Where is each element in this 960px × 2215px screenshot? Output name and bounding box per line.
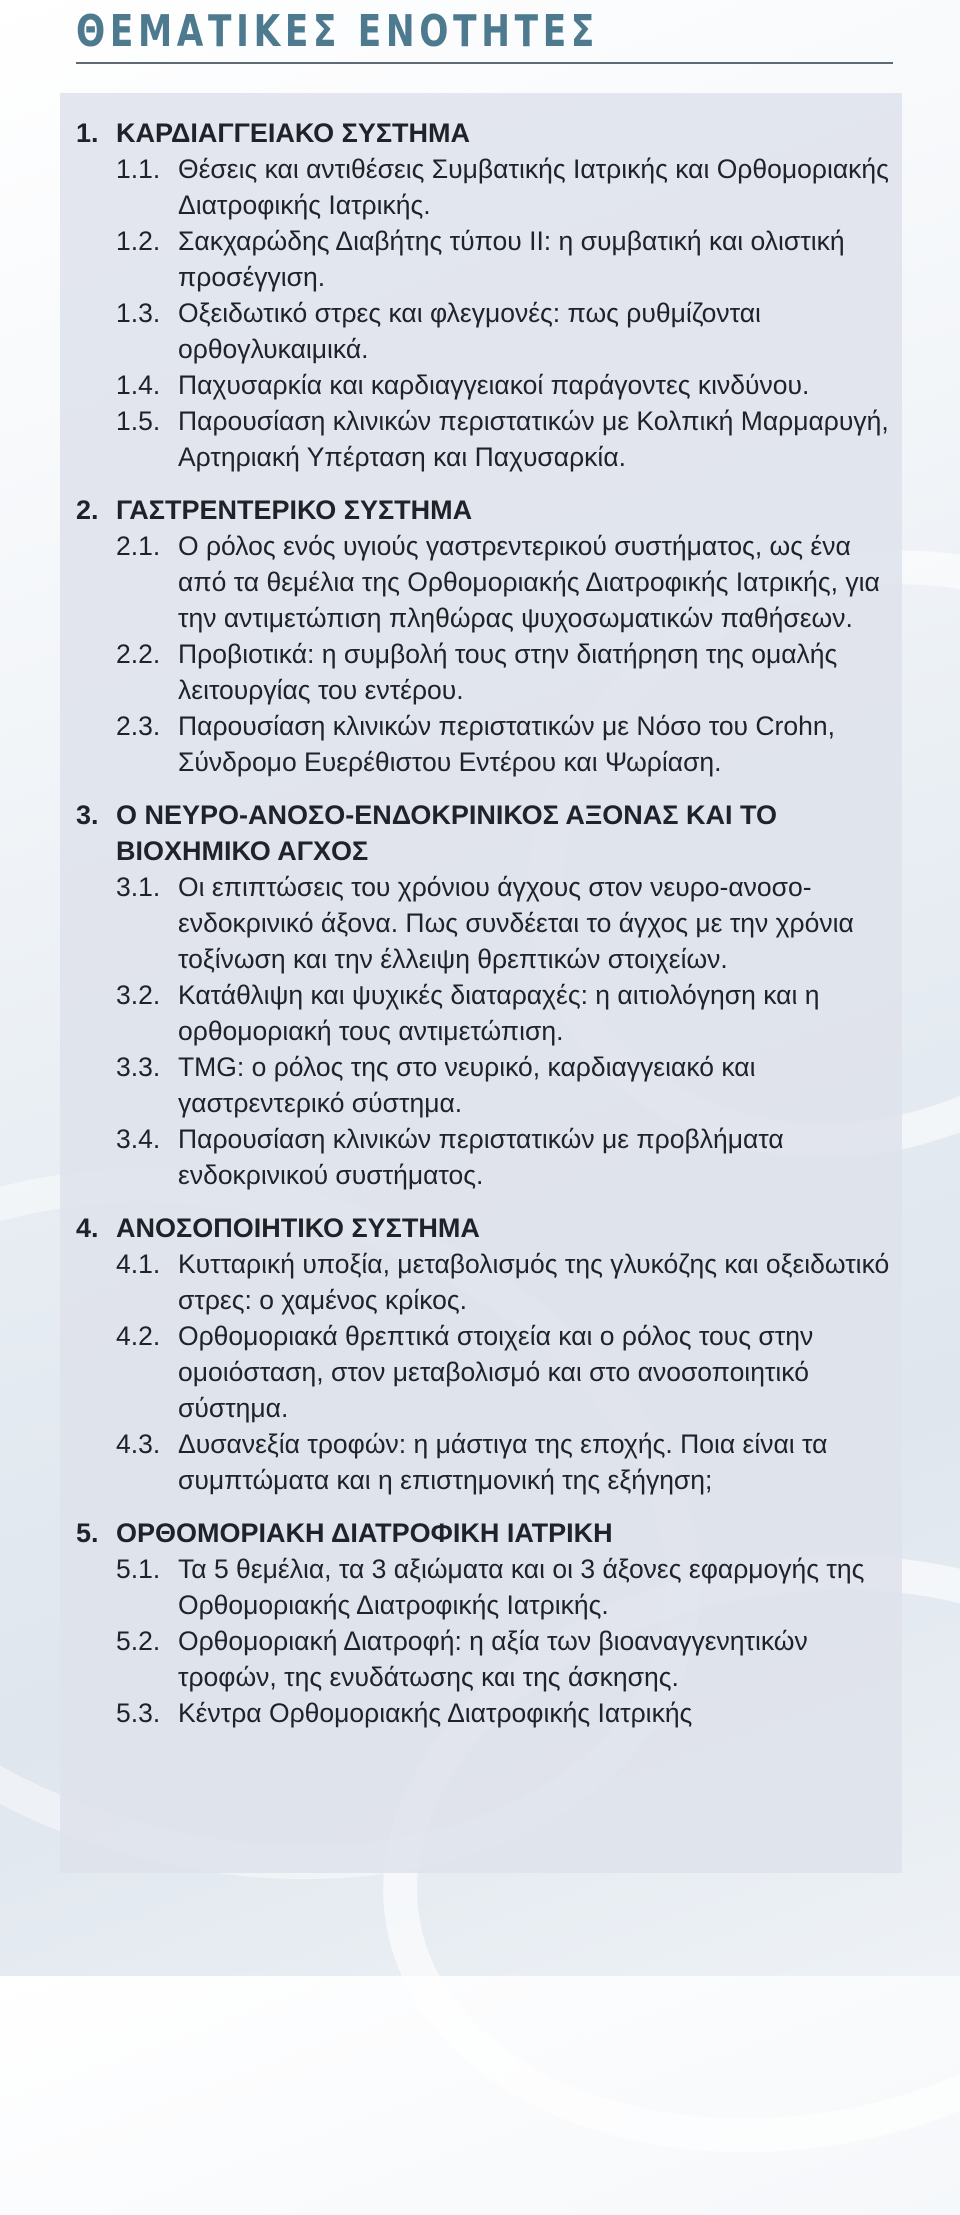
section-title: ΓΑΣΤΡΕΝΤΕΡΙΚΟ ΣΥΣΤΗΜΑ xyxy=(116,495,473,525)
section-number: 3. xyxy=(76,800,99,830)
topics-panel xyxy=(60,93,902,1873)
item-text: TMG: ο ρόλος της στο νευρικό, καρδιαγγειακό και γαστρεντερικό σύστημα. xyxy=(178,1052,756,1118)
item-number: 3.1. xyxy=(116,872,161,902)
item-text: Προβιοτικά: η συμβολή τους στην διατήρηση της ομαλής λειτουργίας του εντέρου. xyxy=(178,639,838,705)
section-number: 4. xyxy=(76,1213,99,1243)
item-text: Οι επιπτώσεις του χρόνιου άγχους στον νευρο-ανοσο-ενδοκρινικό άξονα. Πως συνδέεται το άγχος με την χρόνια τοξίνωση και την έλλειψη θρεπτικών στοιχείων. xyxy=(178,872,854,974)
item-text: Δυσανεξία τροφών: η μάστιγα της εποχής. Ποια είναι τα συμπτώματα και η επιστημονική της εξήγηση; xyxy=(178,1429,828,1495)
item-number: 2.2. xyxy=(116,639,161,669)
topic-item xyxy=(76,1623,894,1695)
topic-item xyxy=(76,151,894,223)
topic-item xyxy=(76,708,894,780)
topic-section xyxy=(76,115,894,475)
item-text: Κυτταρική υποξία, μεταβολισμός της γλυκόζης και οξειδωτικό στρες: ο χαμένος κρίκος. xyxy=(178,1249,890,1315)
topic-item xyxy=(76,1049,894,1121)
item-text: Σακχαρώδης Διαβήτης τύπου II: η συμβατική και ολιστική προσέγγιση. xyxy=(178,226,845,292)
section-heading xyxy=(76,492,894,528)
item-number: 3.3. xyxy=(116,1052,161,1082)
topic-item xyxy=(76,1121,894,1193)
section-title: ΑΝΟΣΟΠΟΙΗΤΙΚΟ ΣΥΣΤΗΜΑ xyxy=(116,1213,480,1243)
topic-item xyxy=(76,636,894,708)
item-text: Παρουσίαση κλινικών περιστατικών με προβλήματα ενδοκρινικού συστήματος. xyxy=(178,1124,784,1190)
page-title: ΘΕΜΑΤΙΚΕΣ ΕΝΟΤΗΤΕΣ xyxy=(76,6,599,57)
item-number: 1.4. xyxy=(116,370,161,400)
section-heading xyxy=(76,115,894,151)
topic-item xyxy=(76,367,894,403)
section-heading xyxy=(76,1210,894,1246)
topics-list xyxy=(76,115,894,1748)
topic-section xyxy=(76,492,894,780)
item-number: 5.2. xyxy=(116,1626,161,1656)
item-number: 1.3. xyxy=(116,298,161,328)
item-number: 5.3. xyxy=(116,1698,161,1728)
item-number: 4.3. xyxy=(116,1429,161,1459)
topic-item xyxy=(76,223,894,295)
section-number: 2. xyxy=(76,495,99,525)
item-text: Κατάθλιψη και ψυχικές διαταραχές: η αιτιολόγηση και η ορθομοριακή τους αντιμετώπιση. xyxy=(178,980,820,1046)
title-divider xyxy=(76,62,893,64)
topic-item xyxy=(76,1318,894,1426)
topic-item xyxy=(76,403,894,475)
topic-item xyxy=(76,1426,894,1498)
topic-item xyxy=(76,1551,894,1623)
topic-item xyxy=(76,528,894,636)
topic-item xyxy=(76,977,894,1049)
topic-section xyxy=(76,1210,894,1498)
item-text: Θέσεις και αντιθέσεις Συμβατικής Ιατρικής και Ορθομοριακής Διατροφικής Ιατρικής. xyxy=(178,154,889,220)
item-text: Ορθομοριακά θρεπτικά στοιχεία και ο ρόλος τους στην ομοιόσταση, στον μεταβολισμό και στο ανοσοποιητικό σύστημα. xyxy=(178,1321,814,1423)
item-number: 1.2. xyxy=(116,226,161,256)
item-number: 4.2. xyxy=(116,1321,161,1351)
item-number: 2.3. xyxy=(116,711,161,741)
topic-section xyxy=(76,1515,894,1731)
item-text: Ο ρόλος ενός υγιούς γαστρεντερικού συστήματος, ως ένα από τα θεμέλια της Ορθομοριακής Διατροφικής Ιατρικής, για την αντιμετώπιση πληθώρας ψυχοσωματικών παθήσεων. xyxy=(178,531,880,633)
item-number: 1.1. xyxy=(116,154,161,184)
section-number: 1. xyxy=(76,118,99,148)
section-title: ΟΡΘΟΜΟΡΙΑΚΗ ΔΙΑΤΡΟΦΙΚΗ ΙΑΤΡΙΚΗ xyxy=(116,1518,613,1548)
item-text: Τα 5 θεμέλια, τα 3 αξιώματα και οι 3 άξονες εφαρμογής της Ορθομοριακής Διατροφικής Ιατρικής. xyxy=(178,1554,865,1620)
item-number: 1.5. xyxy=(116,406,161,436)
item-number: 4.1. xyxy=(116,1249,161,1279)
item-text: Παρουσίαση κλινικών περιστατικών με Κολπική Μαρμαρυγή, Αρτηριακή Υπέρταση και Παχυσαρκία. xyxy=(178,406,889,472)
item-number: 2.1. xyxy=(116,531,161,561)
topic-item xyxy=(76,869,894,977)
section-heading xyxy=(76,1515,894,1551)
item-text: Παχυσαρκία και καρδιαγγειακοί παράγοντες κινδύνου. xyxy=(178,370,810,400)
item-number: 5.1. xyxy=(116,1554,161,1584)
topic-section xyxy=(76,797,894,1193)
item-number: 3.2. xyxy=(116,980,161,1010)
topic-item xyxy=(76,1246,894,1318)
topic-item xyxy=(76,295,894,367)
topic-item xyxy=(76,1695,894,1731)
item-text: Ορθομοριακή Διατροφή: η αξία των βιοαναγγενητικών τροφών, της ενυδάτωσης και της άσκησης. xyxy=(178,1626,808,1692)
section-heading xyxy=(76,797,894,869)
item-text: Κέντρα Ορθομοριακής Διατροφικής Ιατρικής xyxy=(178,1698,693,1728)
item-number: 3.4. xyxy=(116,1124,161,1154)
item-text: Παρουσίαση κλινικών περιστατικών με Νόσο του Crohn, Σύνδρομο Ευερέθιστου Εντέρου και Ψωρίαση. xyxy=(178,711,835,777)
section-number: 5. xyxy=(76,1518,99,1548)
section-title: ΚΑΡΔΙΑΓΓΕΙΑΚΟ ΣΥΣΤΗΜΑ xyxy=(116,118,471,148)
section-title: Ο ΝΕΥΡΟ-ΑΝΟΣΟ-ΕΝΔΟΚΡΙΝΙΚΟΣ ΑΞΟΝΑΣ ΚΑΙ ΤΟ ΒΙΟΧΗΜΙΚΟ ΑΓΧΟΣ xyxy=(116,800,777,866)
item-text: Οξειδωτικό στρες και φλεγμονές: πως ρυθμίζονται ορθογλυκαιμικά. xyxy=(178,298,761,364)
